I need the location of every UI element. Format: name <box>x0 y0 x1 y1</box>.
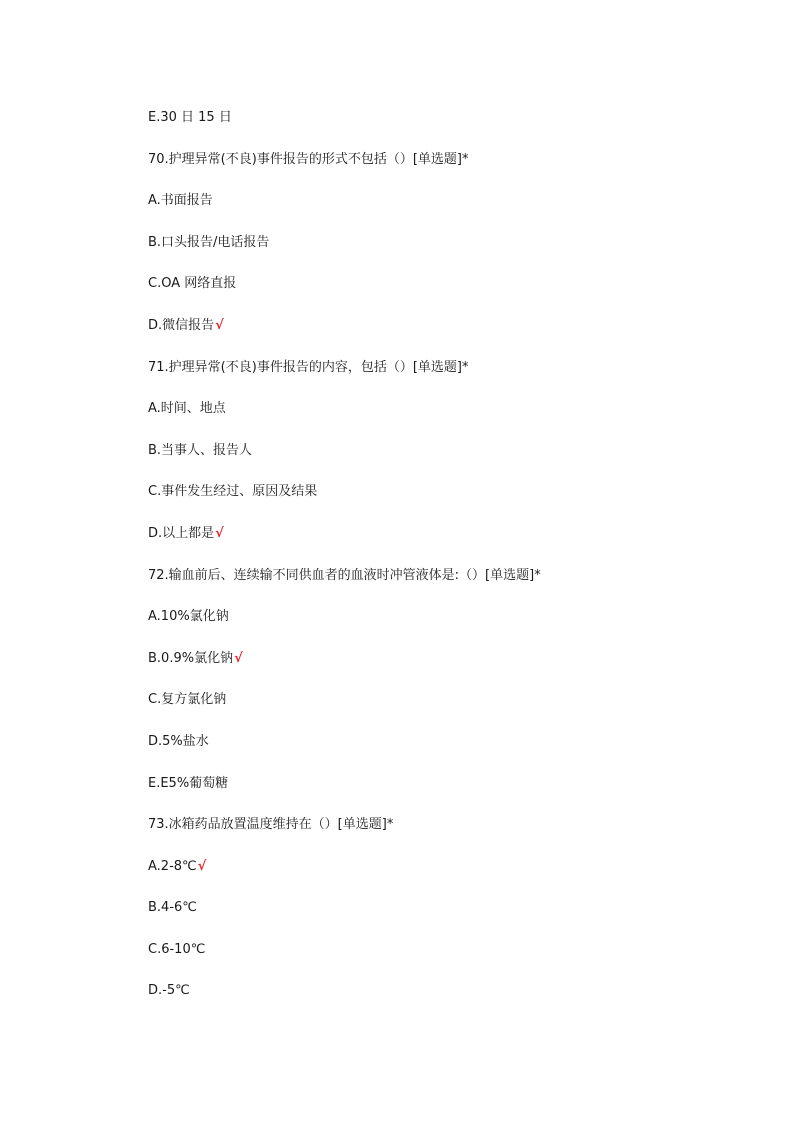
option-c-q71 <box>148 482 748 502</box>
line-text: B.0.9%氯化钠 <box>148 650 234 666</box>
line-text: D.-5℃ <box>148 983 190 999</box>
option-b-q72 <box>148 649 748 669</box>
option-c-q70 <box>148 274 748 294</box>
question-70 <box>148 150 748 170</box>
line-text: D.5%盐水 <box>148 733 209 749</box>
option-a-q71 <box>148 399 748 419</box>
line-text: 70.护理异常(不良)事件报告的形式不包括（）[单选题]* <box>148 151 469 167</box>
line-text: B.口头报告/电话报告 <box>148 234 270 250</box>
correct-mark: √ <box>215 525 224 541</box>
correct-mark: √ <box>215 317 224 333</box>
option-e-q69 <box>148 108 748 128</box>
line-text: A.10%氯化钠 <box>148 609 229 625</box>
option-a-q70 <box>148 191 748 211</box>
line-text: E.E5%葡萄糖 <box>148 775 229 791</box>
option-d-q71 <box>148 524 748 544</box>
option-d-q70 <box>148 316 748 336</box>
line-text: A.时间、地点 <box>148 401 226 417</box>
correct-mark: √ <box>234 650 243 666</box>
option-c-q72 <box>148 690 748 710</box>
question-73 <box>148 815 748 835</box>
question-72 <box>148 566 748 586</box>
option-b-q71 <box>148 441 748 461</box>
line-text: E.30 日 15 日 <box>148 110 232 125</box>
line-text: 71.护理异常(不良)事件报告的内容，包括（）[单选题]* <box>148 359 469 375</box>
line-text: C.复方氯化钠 <box>148 692 227 708</box>
option-c-q73 <box>148 940 748 960</box>
question-71 <box>148 358 748 378</box>
option-d-q72 <box>148 732 748 752</box>
line-text: C.事件发生经过、原因及结果 <box>148 484 318 500</box>
line-text: 73.冰箱药品放置温度维持在（）[单选题]* <box>148 817 394 833</box>
line-text: B.4-6℃ <box>148 900 197 916</box>
correct-mark: √ <box>197 858 207 874</box>
option-a-q73 <box>148 857 748 877</box>
line-text: C.OA 网络直报 <box>148 276 237 292</box>
document-page <box>148 108 748 1023</box>
option-a-q72 <box>148 607 748 627</box>
option-b-q70 <box>148 233 748 253</box>
line-text: C.6-10℃ <box>148 941 206 957</box>
line-text: 72.输血前后、连续输不同供血者的血液时冲管液体是:（）[单选题]* <box>148 567 541 583</box>
line-text: B.当事人、报告人 <box>148 442 253 458</box>
line-text: A.书面报告 <box>148 193 213 209</box>
line-text: D.以上都是 <box>148 525 215 541</box>
line-text: A.2-8℃ <box>148 858 197 874</box>
option-e-q72 <box>148 774 748 794</box>
line-text: D.微信报告 <box>148 317 215 333</box>
option-b-q73 <box>148 898 748 918</box>
option-d-q73 <box>148 981 748 1001</box>
